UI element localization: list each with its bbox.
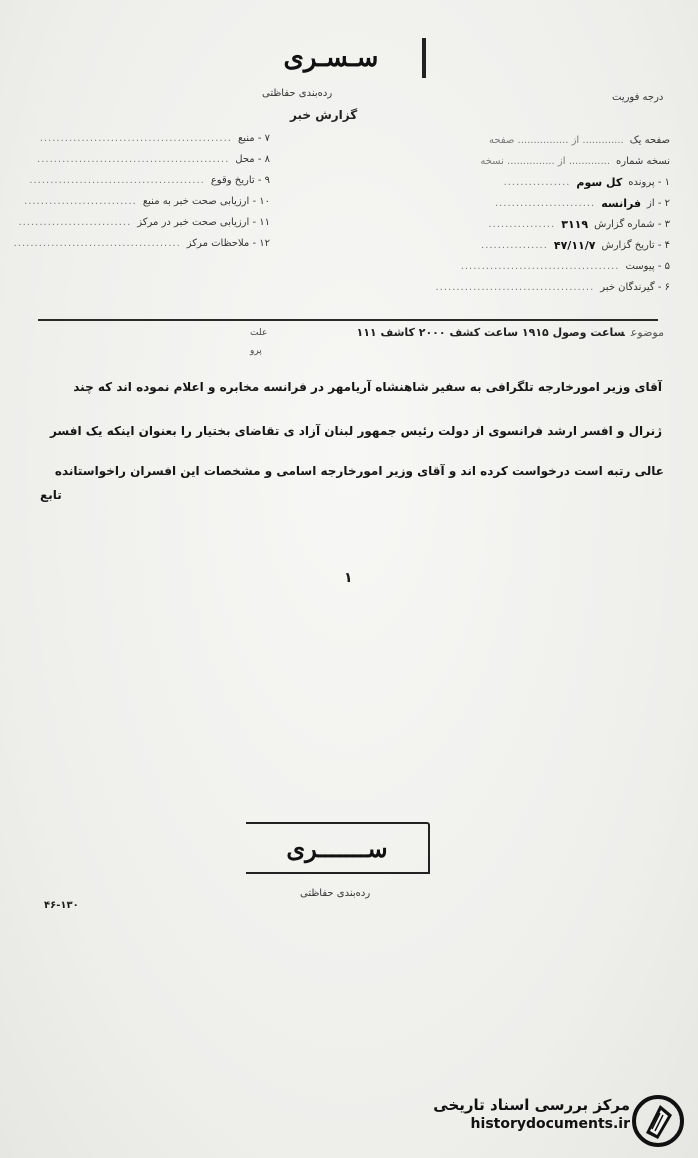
field-row [14,212,270,233]
side-note-1: علت [250,328,268,338]
field-row [435,256,670,277]
field-dots: ................ [503,177,571,188]
field-dots: ................ [481,240,548,251]
reference-number: ۴۶-۱۳۰ [44,900,79,911]
field-dots: ........................... [24,196,137,207]
field-value: ۴۷/۱۱/۷ [553,239,596,252]
field-label: ۹ - تاریخ وقوع [210,175,270,186]
field-label: ۳ - شماره گزارش [594,219,670,230]
field-row [14,191,270,212]
document-logo-icon [630,1093,686,1149]
field-value: کل سوم [576,176,623,189]
field-row [14,149,270,170]
fields-left [14,128,270,254]
header-divider [38,319,658,321]
footer-site: historydocuments.ir [470,1116,630,1132]
body-line-3: عالی رتبه است درخواست کرده اند و آقای وزیر امورخارجه اسامی و مشخصات این افسران راخواستانده [54,464,664,478]
field-label: صفحه یک [629,135,670,146]
field-dots: .............................................. [39,133,232,144]
footer-watermark [420,1096,630,1132]
classification-label-bottom: رده‌بندی حفاظتی [300,888,371,899]
report-title: گزارش خبر [290,108,358,122]
field-label: ۱۱ - ارزیابی صحت خبر در مرکز [137,217,270,228]
field-dots: ...................................... [460,261,620,272]
body-line-4: تابع [40,488,62,502]
field-label: نسخه شماره [616,156,670,167]
field-row [435,193,670,214]
footer-org-name: مرکز بررسی اسناد تاریخی [433,1096,630,1114]
field-value: فرانسه [601,197,642,210]
field-row [435,172,670,193]
field-label: ۲ - از [647,198,670,209]
field-label: ۱۲ - ملاحظات مرکز [186,238,270,249]
field-dots: ........................ [494,198,596,209]
field-dots: .............................................. [37,154,230,165]
field-row [14,233,270,254]
field-label: ۵ - پیوست [625,261,670,272]
field-label: ۴ - تاریخ گزارش [601,240,670,251]
field-row [435,151,670,172]
field-label: ۷ - منبع [237,133,270,144]
field-row [14,170,270,191]
side-note-2: پرو [250,346,262,356]
field-label: ۱۰ - ارزیابی صحت خبر به منبع [142,196,270,207]
field-label: ۸ - محل [235,154,270,165]
classification-stamp-top [238,38,426,78]
subject-label: موضوع [630,326,664,339]
field-label: ۶ - گیرندگان خبر [600,282,670,293]
field-row [14,128,270,149]
field-row [435,277,670,298]
field-row [435,130,670,151]
field-dots: ...................................... [435,282,595,293]
fields-right [435,130,670,298]
stamp-bottom-text: ســـــــری [286,833,388,863]
classification-label: رده‌بندی حفاظتی [262,88,333,99]
field-dots: ........................................ [13,238,181,249]
field-value: ۳۱۱۹ [561,218,589,231]
field-dots: .......................................... [29,175,205,186]
body-line-1: آقای وزیر امورخارجه تلگرافی به سفیر شاهنشاه آریامهر در فرانسه مخابره و اعلام نموده اند که چند [73,380,662,394]
handwritten-mark: ۱ [344,570,353,586]
field-row [435,214,670,235]
classification-stamp-bottom [246,822,430,874]
subject-line [356,326,664,339]
field-dots: ........................... [18,217,132,228]
subject-text: ساعت وصول ۱۹۱۵ ساعت کشف ۲۰۰۰ کاشف ۱۱۱ [356,326,625,339]
degree-label: درجه فوریت [612,92,664,103]
field-label: ۱ - پرونده [628,177,670,188]
field-row [435,235,670,256]
field-dots: ............. از ............... نسخه [480,156,611,167]
body-line-2: ژنرال و افسر ارشد فرانسوی از دولت رئیس جمهور لبنان آزاد ی تقاضای بختیار را بعنوان اینکه یک افسر [49,424,662,438]
stamp-top-text: سـسـری [283,43,379,73]
field-dots: ................ [488,219,556,230]
field-dots: ............. از ................ صفحه [489,135,624,146]
